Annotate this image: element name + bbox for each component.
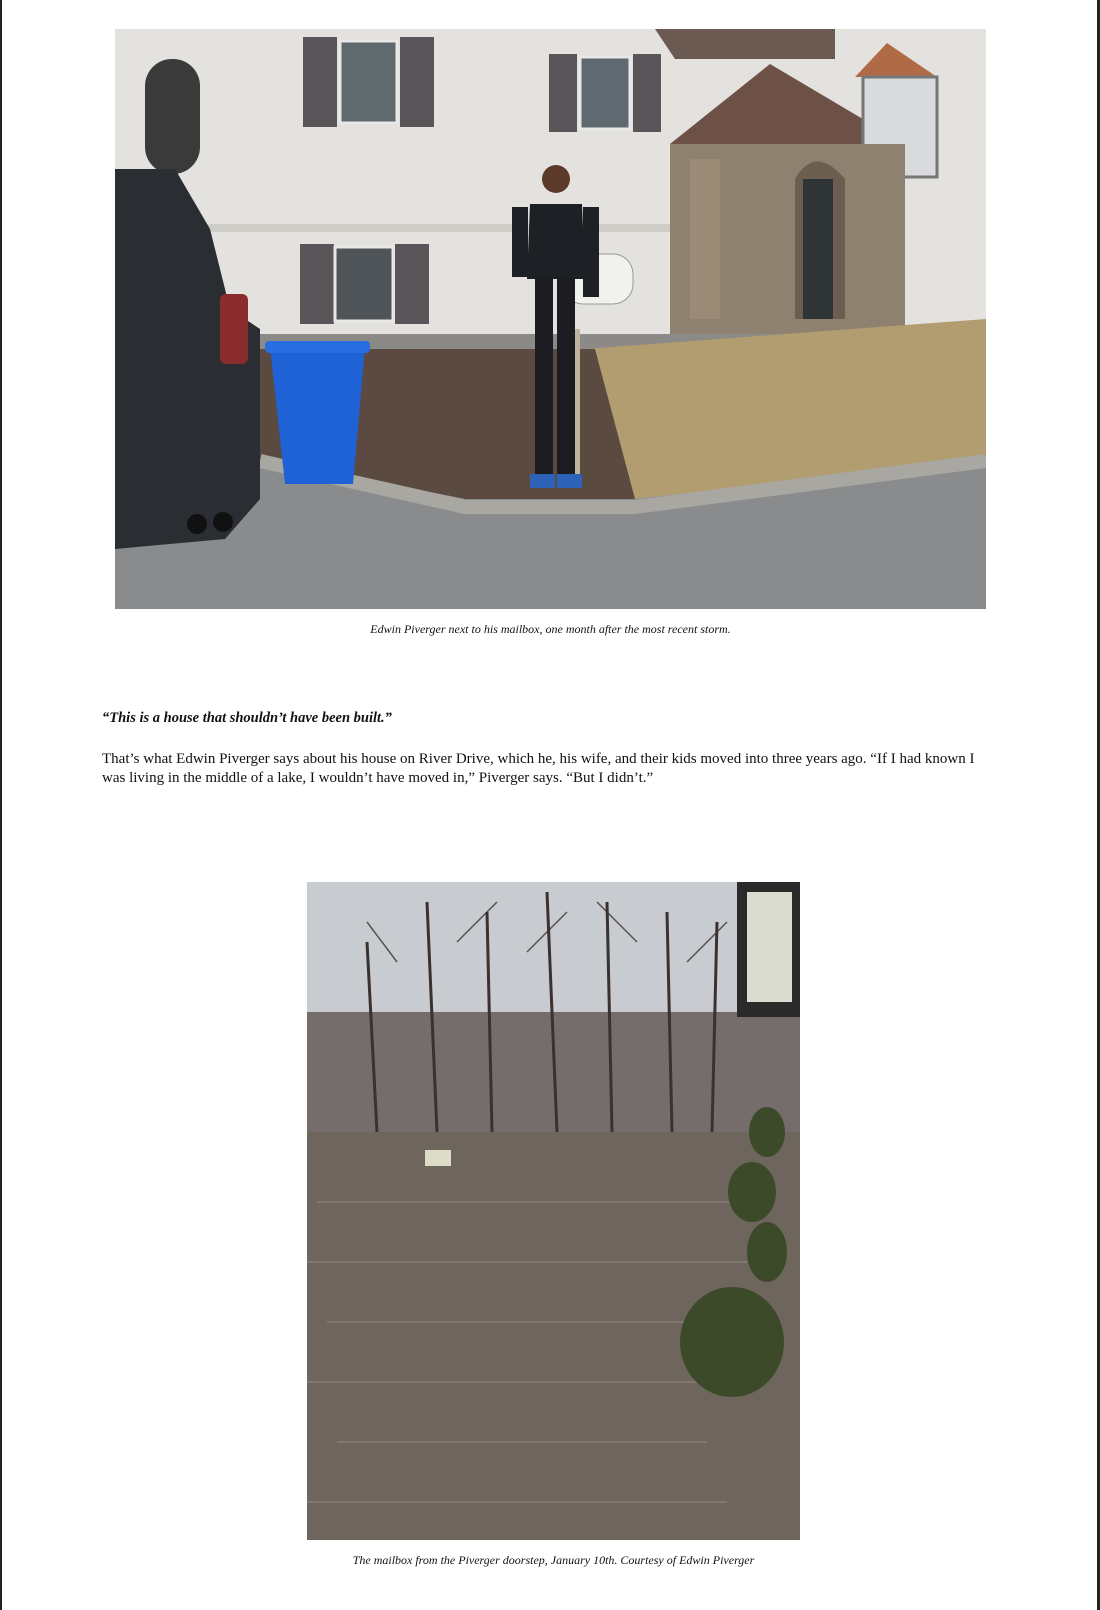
body-paragraph: That’s what Edwin Piverger says about his house on River Drive, which he, his wife, and their kids moved into three years ago. “If I had known I was living in the middle of a lake, I wouldn’t have moved in,” Piverger says. “But I didn’t.” xyxy=(102,751,975,786)
photo-caption-doorstep: The mailbox from the Piverger doorstep, January 10th. Courtesy of Edwin Piverger xyxy=(352,1553,755,1567)
photo-flooded-yard-illustration xyxy=(307,882,800,1540)
page-border-left xyxy=(0,0,2,1610)
photo-flooded-yard xyxy=(307,882,800,1540)
photo-man-by-mailbox xyxy=(115,29,986,609)
photo-caption-mailbox: Edwin Piverger next to his mailbox, one month after the most recent storm. xyxy=(370,622,731,636)
pull-quote: “This is a house that shouldn’t have been built.” xyxy=(102,710,392,726)
photo-man-by-mailbox-illustration xyxy=(115,29,986,609)
